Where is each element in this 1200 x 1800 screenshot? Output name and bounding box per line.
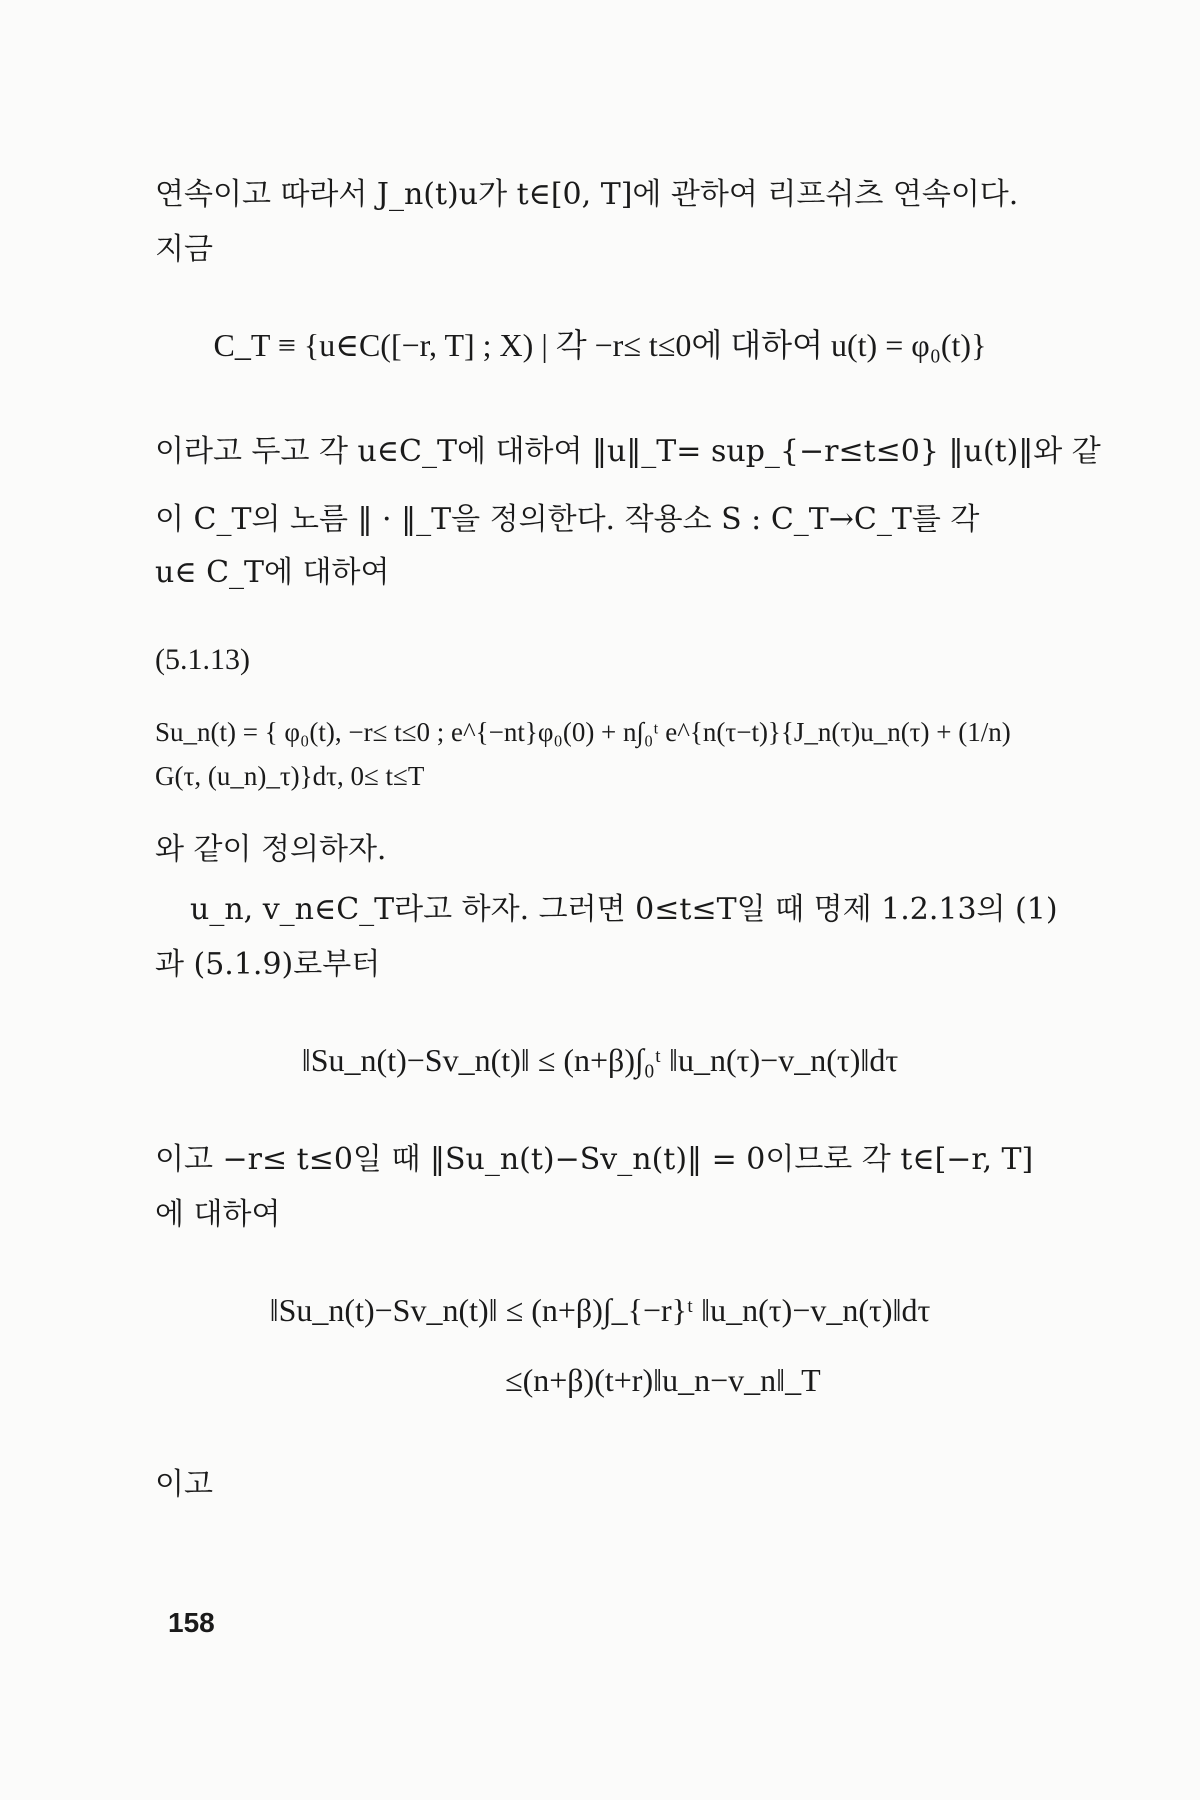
text-line-8: 과 (5.1.9)로부터 xyxy=(155,947,381,982)
equation-estimate-2: ‖Su_n(t)−Sv_n(t)‖ ≤ (n+β)∫_{−r}ᵗ ‖u_n(τ)−v_n(τ)‖dτ xyxy=(269,1292,931,1328)
text-line-5: u∈ C_T에 대하여 xyxy=(155,555,390,590)
text-line-1-content: 연속이고 따라서 J_n(t)u가 t∈[0, T]에 관하여 리프쉬츠 연속이다. xyxy=(155,177,1019,212)
text-line-4 xyxy=(155,500,1060,540)
text-line-3-content: 이라고 두고 각 u∈C_T에 대하여 ‖u‖_T= sup_{−r≤t≤0} ‖u(t)‖와 같 xyxy=(155,434,1101,469)
text-line-3 xyxy=(155,432,1101,472)
text-line-1 xyxy=(155,175,1060,215)
text-line-2: 지금 xyxy=(155,232,213,267)
equation-ct-definition: C_T ≡ {u∈C([−r, T] ; X) | 각 −r≤ t≤0에 대하여 u(t) = φ₀(t)} xyxy=(213,327,987,363)
equation-number: (5.1.13) xyxy=(155,643,250,676)
text-line-11: 이고 xyxy=(155,1467,213,1502)
equation-estimate-3: ≤(n+β)(t+r)‖u_n−v_n‖_T xyxy=(505,1362,821,1398)
equation-estimate-1: ‖Su_n(t)−Sv_n(t)‖ ≤ (n+β)∫₀ᵗ ‖u_n(τ)−v_n(τ)‖dτ xyxy=(301,1042,899,1078)
equation-su-definition: Su_n(t) = { φ₀(t), −r≤ t≤0 ; e^{−nt}φ₀(0) + n∫₀ᵗ e^{n(τ−t)}{J_n(τ)u_n(τ) + (1/n) G(τ, (u_n)_τ)}dτ, 0≤ t≤T xyxy=(155,717,1011,791)
text-line-10: 에 대하여 xyxy=(155,1197,281,1232)
text-line-4-content: 이 C_T의 노름 ‖ · ‖_T을 정의한다. 작용소 S : C_T→C_T를 각 xyxy=(155,502,980,537)
text-line-7: u_n, v_n∈C_T라고 하자. 그러면 0≤t≤T일 때 명제 1.2.13의 (1) xyxy=(190,892,1058,927)
text-line-9 xyxy=(155,1140,1060,1180)
page-number: 158 xyxy=(168,1607,215,1638)
text-line-6: 와 같이 정의하자. xyxy=(155,832,387,867)
text-line-9-content: 이고 −r≤ t≤0일 때 ‖Su_n(t)−Sv_n(t)‖ = 0이므로 각 t∈[−r, T] xyxy=(155,1142,1034,1177)
